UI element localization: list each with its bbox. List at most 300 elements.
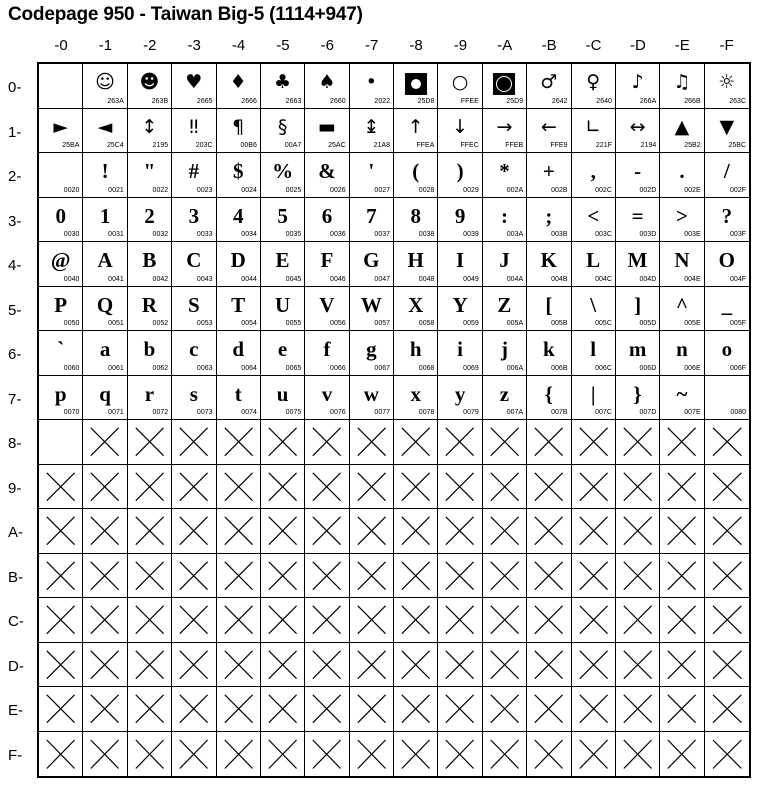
char-glyph: ○ [451, 71, 469, 93]
undefined-cell [660, 687, 704, 732]
char-glyph: C [186, 248, 202, 272]
char-cell [217, 64, 261, 109]
char-cell [83, 198, 127, 243]
char-cell [616, 64, 660, 109]
char-code: 005A [506, 320, 524, 327]
char-glyph: > [675, 203, 688, 228]
char-code: 25D9 [506, 97, 524, 105]
char-glyph: 4 [232, 203, 244, 228]
column-header: -9 [453, 37, 468, 54]
char-cell [261, 109, 305, 154]
char-cell [705, 376, 749, 421]
char-glyph: z [499, 381, 510, 406]
char-code: 005F [730, 320, 746, 327]
cross-mark-icon [438, 420, 481, 464]
cross-mark-icon [128, 598, 171, 642]
char-code: 0072 [152, 409, 169, 416]
char-cell [616, 198, 660, 243]
char-code: 005C [595, 320, 612, 327]
char-glyph: l [590, 337, 597, 361]
undefined-cell [39, 643, 83, 688]
row-header: 8- [8, 435, 22, 452]
char-code: 004D [639, 275, 657, 283]
char-cell [261, 198, 305, 243]
undefined-cell [527, 598, 571, 643]
undefined-cell [217, 465, 261, 510]
undefined-cell [83, 465, 127, 510]
char-glyph: 6 [321, 203, 333, 228]
cross-mark-icon [660, 509, 703, 553]
char-code: 0023 [196, 186, 213, 194]
cross-mark-icon [616, 420, 659, 464]
char-code: 0043 [196, 275, 213, 283]
char-cell [305, 242, 349, 287]
cross-mark-icon [572, 509, 615, 553]
char-code: 2022 [374, 97, 390, 105]
cross-mark-icon [527, 732, 570, 777]
undefined-cell [128, 420, 172, 465]
char-code: 0061 [108, 364, 124, 372]
char-cell [572, 242, 616, 287]
cross-mark-icon [217, 687, 260, 731]
undefined-cell [217, 420, 261, 465]
undefined-cell [305, 732, 349, 777]
char-code: 0030 [63, 231, 80, 238]
char-glyph: k [542, 337, 555, 361]
char-cell [660, 198, 704, 243]
cross-mark-icon [705, 465, 749, 509]
char-cell [394, 331, 438, 376]
cross-mark-icon [438, 643, 481, 687]
char-glyph: = [631, 203, 644, 228]
char-code: 0065 [285, 364, 302, 372]
char-glyph: b [143, 337, 156, 361]
cross-mark-icon [172, 554, 215, 598]
char-cell [705, 109, 749, 154]
char-cell [527, 153, 571, 198]
char-cell [39, 198, 83, 243]
char-glyph: ☼ [718, 71, 736, 93]
cross-mark-icon [261, 509, 304, 553]
cross-mark-icon [172, 465, 215, 509]
char-glyph: & [318, 159, 336, 183]
char-glyph: K [540, 248, 557, 272]
char-cell [705, 331, 749, 376]
char-glyph: _ [721, 292, 733, 317]
char-cell [128, 64, 172, 109]
undefined-cell [527, 732, 571, 777]
undefined-cell [483, 687, 527, 732]
char-code: 006F [730, 364, 746, 372]
cross-mark-icon [572, 643, 615, 687]
undefined-cell [394, 465, 438, 510]
char-cell [305, 376, 349, 421]
char-glyph: ¶ [232, 115, 245, 138]
undefined-cell [172, 554, 216, 599]
undefined-cell [217, 554, 261, 599]
cross-mark-icon [527, 420, 570, 464]
cross-mark-icon [572, 554, 615, 598]
cross-mark-icon [705, 554, 749, 598]
cross-mark-icon [350, 643, 393, 687]
char-glyph: R [141, 292, 158, 317]
char-code: 0028 [418, 186, 435, 194]
undefined-cell [527, 643, 571, 688]
char-cell [616, 242, 660, 287]
char-glyph: D [230, 248, 246, 272]
cross-mark-icon [705, 509, 749, 553]
cross-mark-icon [39, 509, 82, 553]
char-cell [705, 287, 749, 332]
cross-mark-icon [39, 465, 82, 509]
undefined-cell [261, 732, 305, 777]
undefined-cell [616, 465, 660, 510]
char-glyph: 0 [55, 203, 66, 228]
char-cell [39, 109, 83, 154]
char-code: 2640 [596, 97, 612, 105]
undefined-cell [350, 598, 394, 643]
undefined-cell [128, 732, 172, 777]
undefined-cell [572, 465, 616, 510]
char-cell [305, 64, 349, 109]
undefined-cell [128, 643, 172, 688]
char-glyph: N [674, 248, 690, 272]
char-glyph: } [633, 381, 642, 406]
char-cell [394, 109, 438, 154]
char-glyph: m [628, 337, 647, 361]
char-cell [438, 198, 482, 243]
char-cell [660, 287, 704, 332]
char-glyph: ♫ [673, 71, 691, 93]
char-cell [660, 109, 704, 154]
char-glyph: O [718, 248, 735, 272]
char-cell [172, 64, 216, 109]
undefined-cell [39, 554, 83, 599]
char-cell [527, 198, 571, 243]
cross-mark-icon [172, 687, 215, 731]
char-glyph: P [54, 292, 68, 317]
char-code: 0032 [152, 231, 169, 238]
cross-mark-icon [394, 732, 437, 777]
column-header: -A [497, 37, 513, 54]
char-cell [616, 287, 660, 332]
char-code: 2642 [551, 97, 568, 105]
undefined-cell [394, 643, 438, 688]
cross-mark-icon [128, 687, 171, 731]
char-glyph: @ [50, 248, 71, 272]
cross-mark-icon [616, 598, 659, 642]
page-title: Codepage 950 - Taiwan Big-5 (1114+947) [8, 4, 363, 25]
char-cell [483, 64, 527, 109]
row-header: B- [8, 568, 23, 586]
cross-mark-icon [350, 732, 393, 777]
char-code: 2665 [196, 97, 213, 105]
undefined-cell [83, 687, 127, 732]
char-code: 0044 [241, 275, 257, 283]
undefined-cell [128, 465, 172, 510]
char-cell [83, 331, 127, 376]
undefined-cell [261, 643, 305, 688]
char-glyph: * [499, 159, 510, 183]
cross-mark-icon [527, 687, 570, 731]
char-code: 004F [730, 275, 746, 283]
char-code: 2663 [285, 97, 302, 105]
char-code: 0022 [152, 186, 169, 194]
char-glyph: ♀ [586, 71, 601, 93]
cross-mark-icon [261, 554, 304, 598]
undefined-cell [83, 598, 127, 643]
row-header: 3- [8, 212, 22, 230]
char-code: 0051 [108, 320, 124, 327]
cross-mark-icon [705, 598, 749, 642]
char-code: 004B [551, 275, 568, 283]
char-cell [572, 287, 616, 332]
undefined-cell [394, 554, 438, 599]
cross-mark-icon [261, 643, 304, 687]
char-glyph: ♦ [229, 71, 247, 93]
char-code: 0059 [463, 320, 479, 327]
char-cell [350, 242, 394, 287]
char-cell [172, 153, 216, 198]
undefined-cell [527, 687, 571, 732]
undefined-cell [305, 643, 349, 688]
char-glyph: ~ [676, 381, 688, 406]
undefined-cell [305, 509, 349, 554]
undefined-cell [483, 554, 527, 599]
undefined-cell [217, 732, 261, 777]
char-glyph: S [187, 292, 200, 317]
char-code: 0063 [196, 364, 213, 372]
char-code: 0041 [108, 275, 124, 283]
undefined-cell [261, 687, 305, 732]
char-code: 006A [506, 364, 524, 372]
cross-mark-icon [128, 509, 171, 553]
char-cell [83, 64, 127, 109]
char-cell [172, 376, 216, 421]
char-glyph: { [544, 381, 553, 406]
char-cell [616, 376, 660, 421]
char-cell [261, 331, 305, 376]
char-code: 002E [684, 186, 701, 194]
char-cell [172, 242, 216, 287]
char-cell [705, 64, 749, 109]
undefined-cell [572, 598, 616, 643]
cross-mark-icon [350, 554, 393, 598]
row-header: 5- [8, 301, 22, 319]
char-code: 0020 [63, 186, 80, 194]
char-glyph: w [363, 381, 379, 406]
char-cell [660, 64, 704, 109]
undefined-cell [83, 554, 127, 599]
char-cell [394, 198, 438, 243]
cross-mark-icon [305, 554, 348, 598]
inverse-circle-icon [483, 70, 526, 95]
undefined-cell [261, 465, 305, 510]
char-glyph: . [679, 159, 685, 183]
undefined-cell [394, 732, 438, 777]
cross-mark-icon [705, 687, 749, 731]
char-cell [128, 287, 172, 332]
undefined-cell [394, 598, 438, 643]
row-header: 4- [8, 257, 22, 274]
cross-mark-icon [572, 687, 615, 731]
char-glyph: % [272, 159, 294, 183]
char-glyph: M [627, 248, 648, 272]
char-code: 2195 [152, 142, 169, 149]
char-code: 25AC [328, 142, 346, 149]
char-cell [616, 331, 660, 376]
char-glyph: V [319, 292, 335, 317]
row-header: 2- [8, 168, 22, 185]
undefined-cell [616, 732, 660, 777]
undefined-cell [483, 465, 527, 510]
char-code: 003D [639, 231, 657, 238]
char-cell [483, 109, 527, 154]
char-cell [438, 64, 482, 109]
char-cell [483, 331, 527, 376]
char-code: FFEE [460, 97, 479, 105]
char-code: 007A [506, 409, 524, 416]
cross-mark-icon [305, 509, 348, 553]
char-code: 25BC [728, 142, 746, 149]
char-code: 25BA [62, 142, 80, 149]
char-glyph: g [366, 337, 377, 361]
undefined-cell [350, 732, 394, 777]
char-glyph: ▼ [719, 115, 735, 138]
undefined-cell [305, 465, 349, 510]
char-cell [83, 109, 127, 154]
cross-mark-icon [616, 554, 659, 598]
char-glyph: d [232, 337, 245, 361]
char-cell [572, 198, 616, 243]
undefined-cell [616, 420, 660, 465]
char-code: 005E [684, 320, 701, 327]
undefined-cell [438, 465, 482, 510]
row-header: D- [8, 657, 24, 675]
cross-mark-icon [660, 732, 703, 777]
char-glyph: ! [101, 159, 109, 183]
row-header: 0- [8, 79, 22, 96]
char-cell [261, 64, 305, 109]
cross-mark-icon [350, 465, 393, 509]
char-code: 004E [684, 275, 701, 283]
cross-mark-icon [527, 598, 570, 642]
char-cell [261, 153, 305, 198]
undefined-cell [172, 509, 216, 554]
cross-mark-icon [660, 554, 703, 598]
char-glyph: ♂ [540, 71, 558, 93]
char-glyph: | [590, 381, 596, 406]
char-glyph: ^ [675, 292, 689, 317]
cross-mark-icon [483, 509, 526, 553]
cross-mark-icon [39, 687, 82, 731]
codepage-grid [37, 62, 751, 778]
char-code: 0052 [152, 320, 169, 327]
char-cell [527, 376, 571, 421]
char-glyph: n [676, 337, 688, 361]
char-code: 0039 [463, 231, 479, 238]
char-code: 003B [551, 231, 568, 238]
char-cell [527, 287, 571, 332]
char-glyph: ` [57, 337, 65, 361]
char-glyph: ► [53, 115, 68, 138]
char-code: 002A [506, 186, 524, 194]
char-cell [527, 64, 571, 109]
char-cell [217, 242, 261, 287]
undefined-cell [394, 509, 438, 554]
char-glyph: f [323, 337, 331, 361]
cross-mark-icon [39, 643, 82, 687]
undefined-cell [217, 643, 261, 688]
char-code: 0056 [330, 320, 346, 327]
char-code: 263C [729, 97, 746, 105]
char-code: 0077 [374, 409, 390, 416]
char-code: 0049 [463, 275, 479, 283]
cross-mark-icon [572, 732, 615, 777]
cross-mark-icon [305, 598, 348, 642]
char-cell [705, 242, 749, 287]
row-header: C- [8, 613, 24, 630]
char-code: 0038 [418, 231, 435, 238]
char-glyph: , [590, 159, 596, 183]
char-code: 0042 [152, 275, 169, 283]
undefined-cell [305, 420, 349, 465]
char-cell [83, 153, 127, 198]
char-glyph: G [363, 248, 380, 272]
char-glyph: ) [456, 159, 464, 183]
undefined-cell [350, 465, 394, 510]
char-cell [83, 242, 127, 287]
char-cell [128, 376, 172, 421]
char-glyph: ♣ [274, 71, 292, 93]
cross-mark-icon [616, 509, 659, 553]
char-cell [261, 376, 305, 421]
cross-mark-icon [261, 598, 304, 642]
cross-mark-icon [128, 465, 171, 509]
char-cell [394, 153, 438, 198]
cross-mark-icon [483, 420, 526, 464]
cross-mark-icon [660, 643, 703, 687]
undefined-cell [572, 687, 616, 732]
char-code: 0057 [374, 320, 390, 327]
char-cell [394, 376, 438, 421]
undefined-cell [660, 465, 704, 510]
undefined-cell [217, 598, 261, 643]
char-code: 0076 [330, 409, 346, 416]
char-glyph: 1 [99, 203, 111, 228]
char-cell [305, 198, 349, 243]
cross-mark-icon [394, 598, 437, 642]
char-cell [527, 242, 571, 287]
char-cell [483, 242, 527, 287]
char-cell [438, 153, 482, 198]
char-cell [217, 153, 261, 198]
char-code: 0054 [241, 320, 257, 327]
char-glyph: + [542, 159, 555, 183]
undefined-cell [660, 732, 704, 777]
char-code: 0060 [63, 364, 80, 372]
undefined-cell [438, 509, 482, 554]
char-glyph: A [97, 248, 113, 272]
cross-mark-icon [217, 554, 260, 598]
row-header: E- [8, 702, 23, 719]
undefined-cell [616, 509, 660, 554]
undefined-cell [572, 643, 616, 688]
char-glyph: ↓ [452, 115, 469, 138]
cross-mark-icon [172, 420, 215, 464]
undefined-cell [572, 420, 616, 465]
undefined-cell [483, 732, 527, 777]
